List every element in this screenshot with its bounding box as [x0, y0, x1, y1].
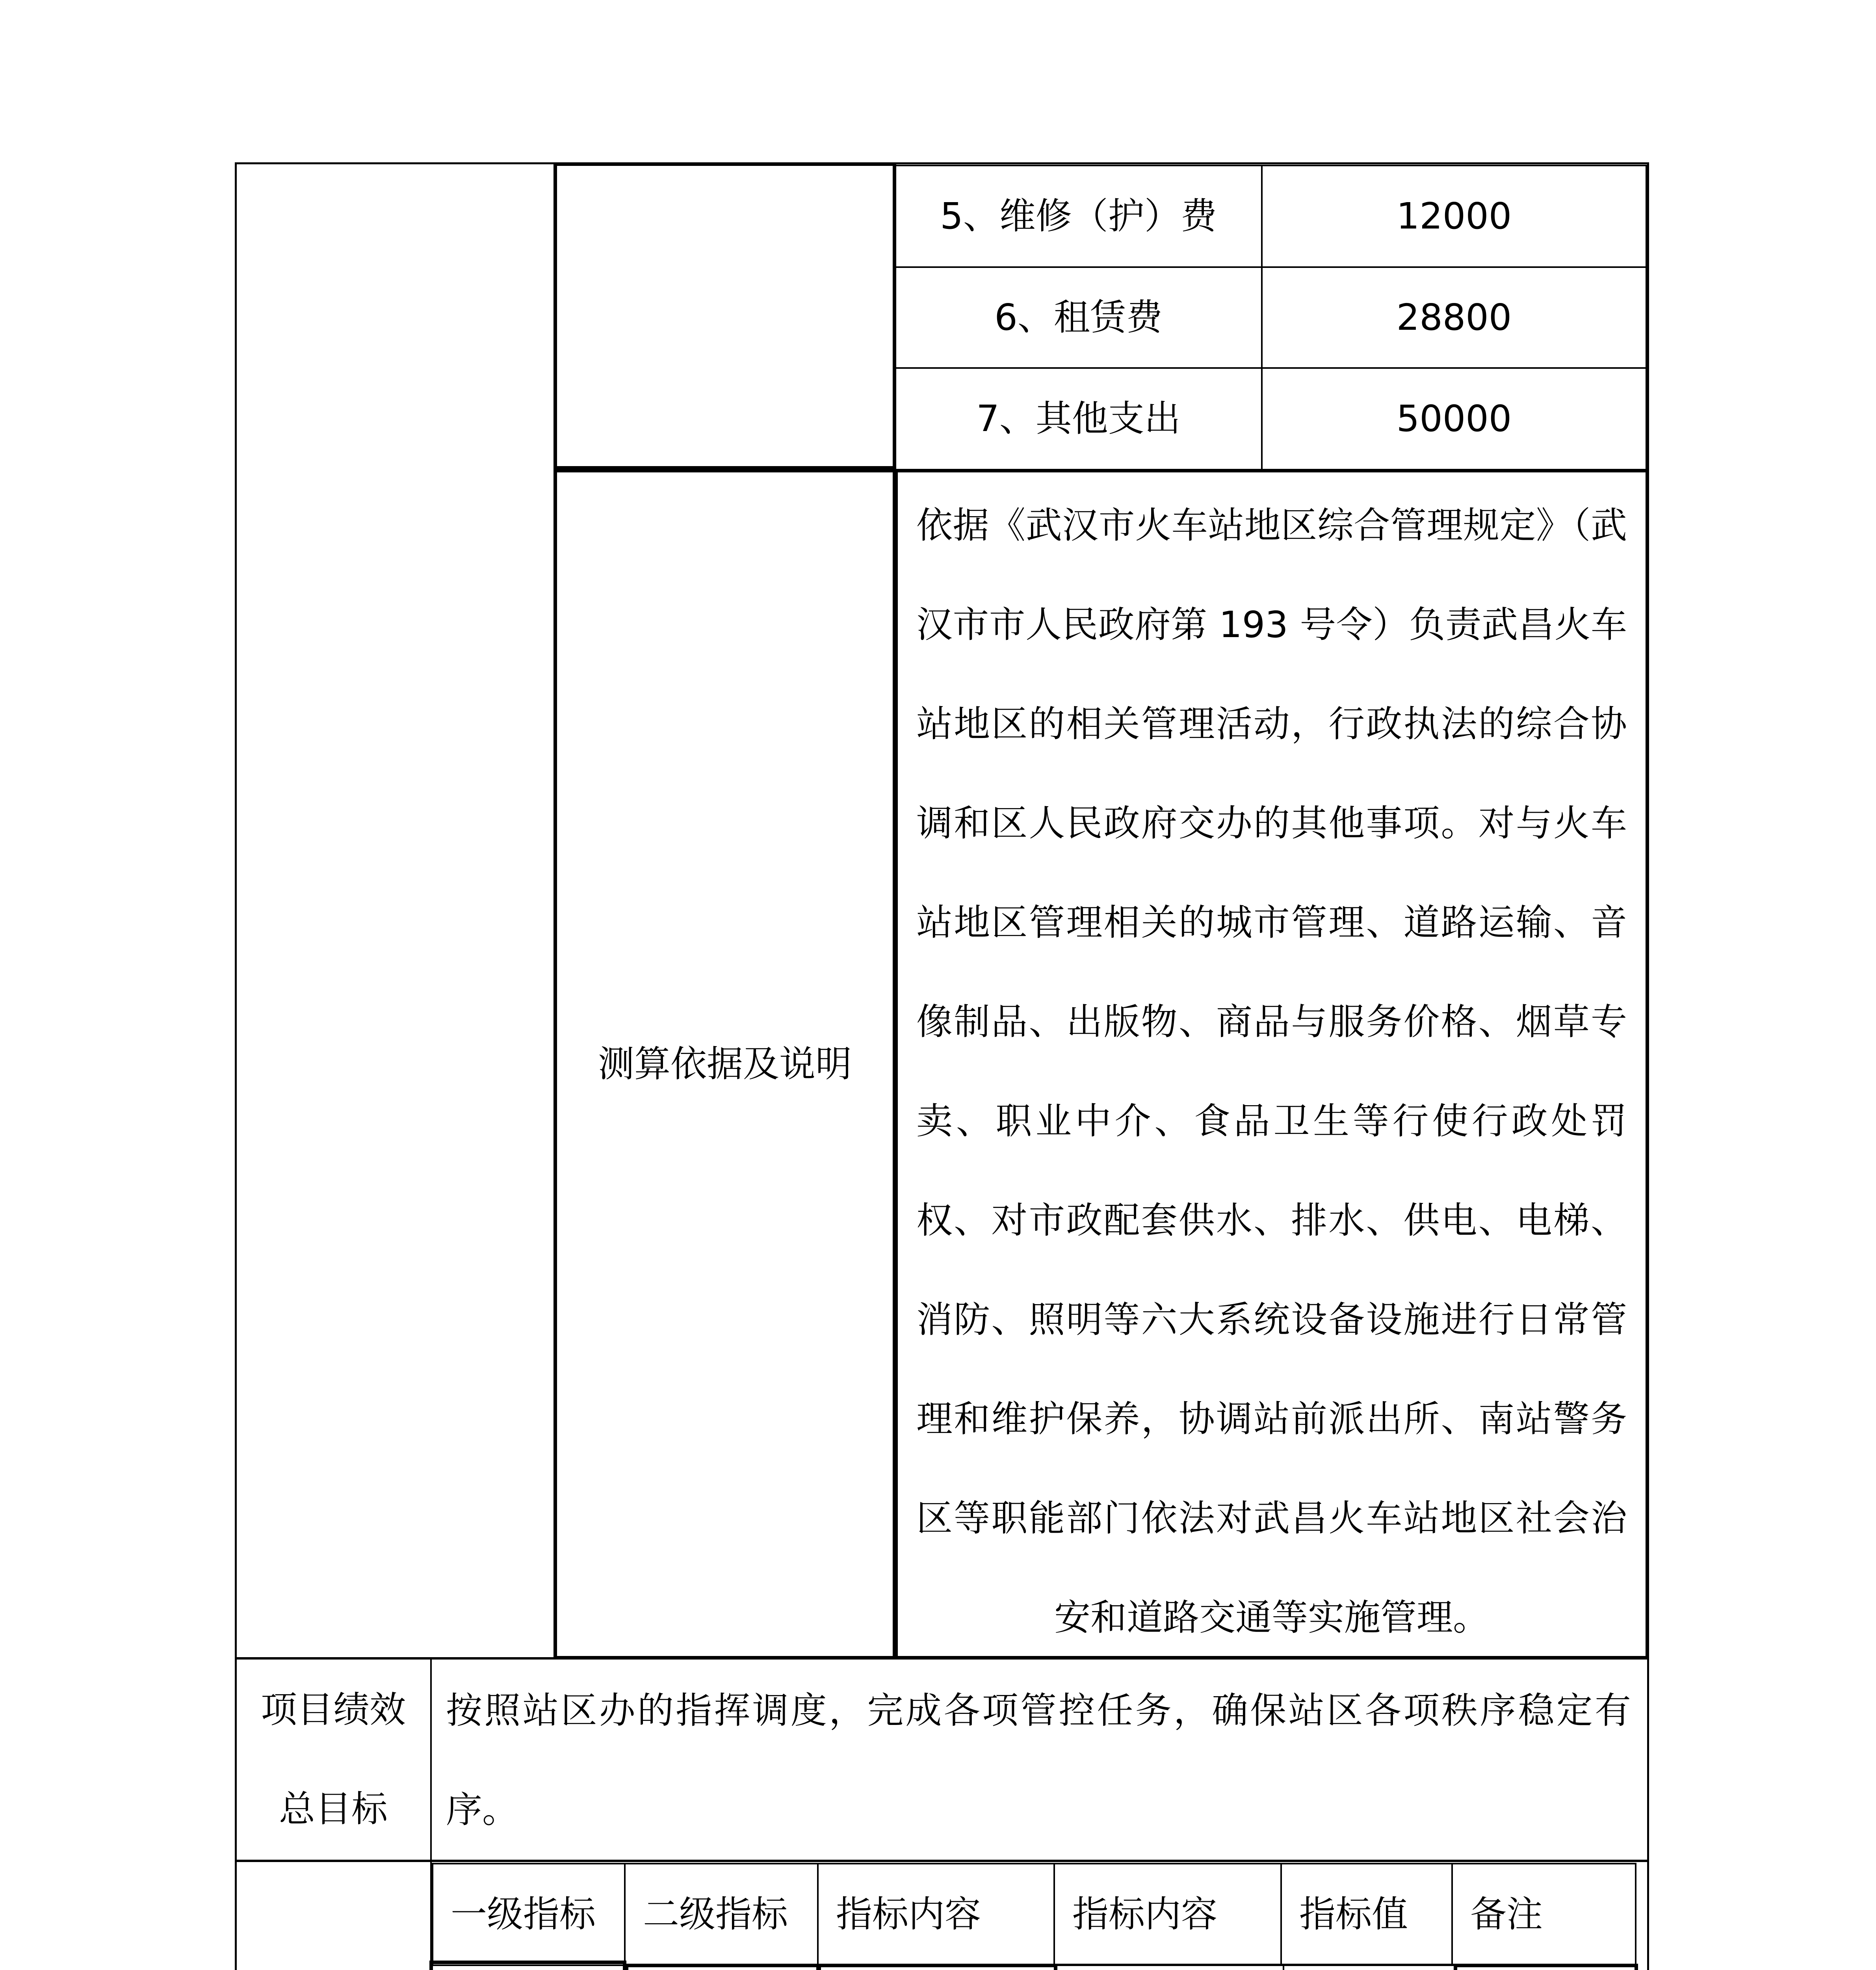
cost-item-cell [894, 165, 1263, 268]
header-note: 备注 [1451, 1863, 1636, 1966]
level1-output-cell [429, 1961, 626, 1970]
basis-label-cell [554, 469, 896, 1660]
overall-goal-label-2: 总目标 [279, 1788, 388, 1830]
basis-label: 测算依据及说明 [598, 1043, 852, 1085]
cost-item-7: 7、其他支出 [976, 398, 1181, 440]
content2-patrol-cell [1055, 1964, 1284, 1970]
header-content: 指标内容 [817, 1863, 1055, 1966]
overall-goal-label-cell [235, 1657, 432, 1862]
cost-amount-5: 12000 [1396, 195, 1512, 238]
cost-item-cell [894, 367, 1263, 470]
cost-item-cell [894, 266, 1263, 369]
indicators-label-cell [235, 1860, 432, 1970]
content-purchase-cell [816, 1964, 1057, 1970]
header-level1: 一级指标 [432, 1863, 626, 1966]
value-2-items-cell [1283, 1964, 1456, 1970]
basis-text: 依据《武汉市火车站地区综合管理规定》（武汉市市人民政府第 193 号令）负责武昌火车站地区的相关管理活动，行政执法的综合协调和区人民政府交办的其他事项。对与火车站地区管理相关的城市管理、道路运输、音像制品、出版物、商品与服务价格、烟草专卖、职业中介、食品卫生等行使行政处罚权、对市政配套供水、排水、供电、电梯、消防、照明等六大系统设备设施进行日常管理和维护保养，协调站前派出所、南站警务区等职能部门依法对武昌火车站地区社会治安和道路交通等实施管理。 [916, 504, 1627, 1639]
cost-item-6: 6、租赁费 [994, 296, 1163, 339]
cost-amount-7: 50000 [1396, 398, 1512, 440]
cost-amount-cell [1261, 165, 1647, 268]
header-level2: 二级指标 [624, 1863, 819, 1966]
cost-amount-cell [1261, 266, 1647, 369]
note-cell-1 [1454, 1964, 1638, 1970]
cost-amount-cell [1261, 367, 1647, 470]
overall-goal-label-1: 项目绩效 [260, 1689, 406, 1731]
overall-goal-text: 按照站区办的指挥调度，完成各项管控任务，确保站区各项秩序稳定有序。 [446, 1689, 1631, 1831]
cost-amount-6: 28800 [1396, 296, 1512, 339]
level2-quantity-cell [625, 1964, 821, 1970]
cost-item-5: 5、维修（护）费 [940, 195, 1217, 238]
upper-middle-column [554, 162, 896, 470]
header-value: 指标值 [1280, 1863, 1453, 1966]
header-content-2: 指标内容 [1053, 1863, 1282, 1966]
